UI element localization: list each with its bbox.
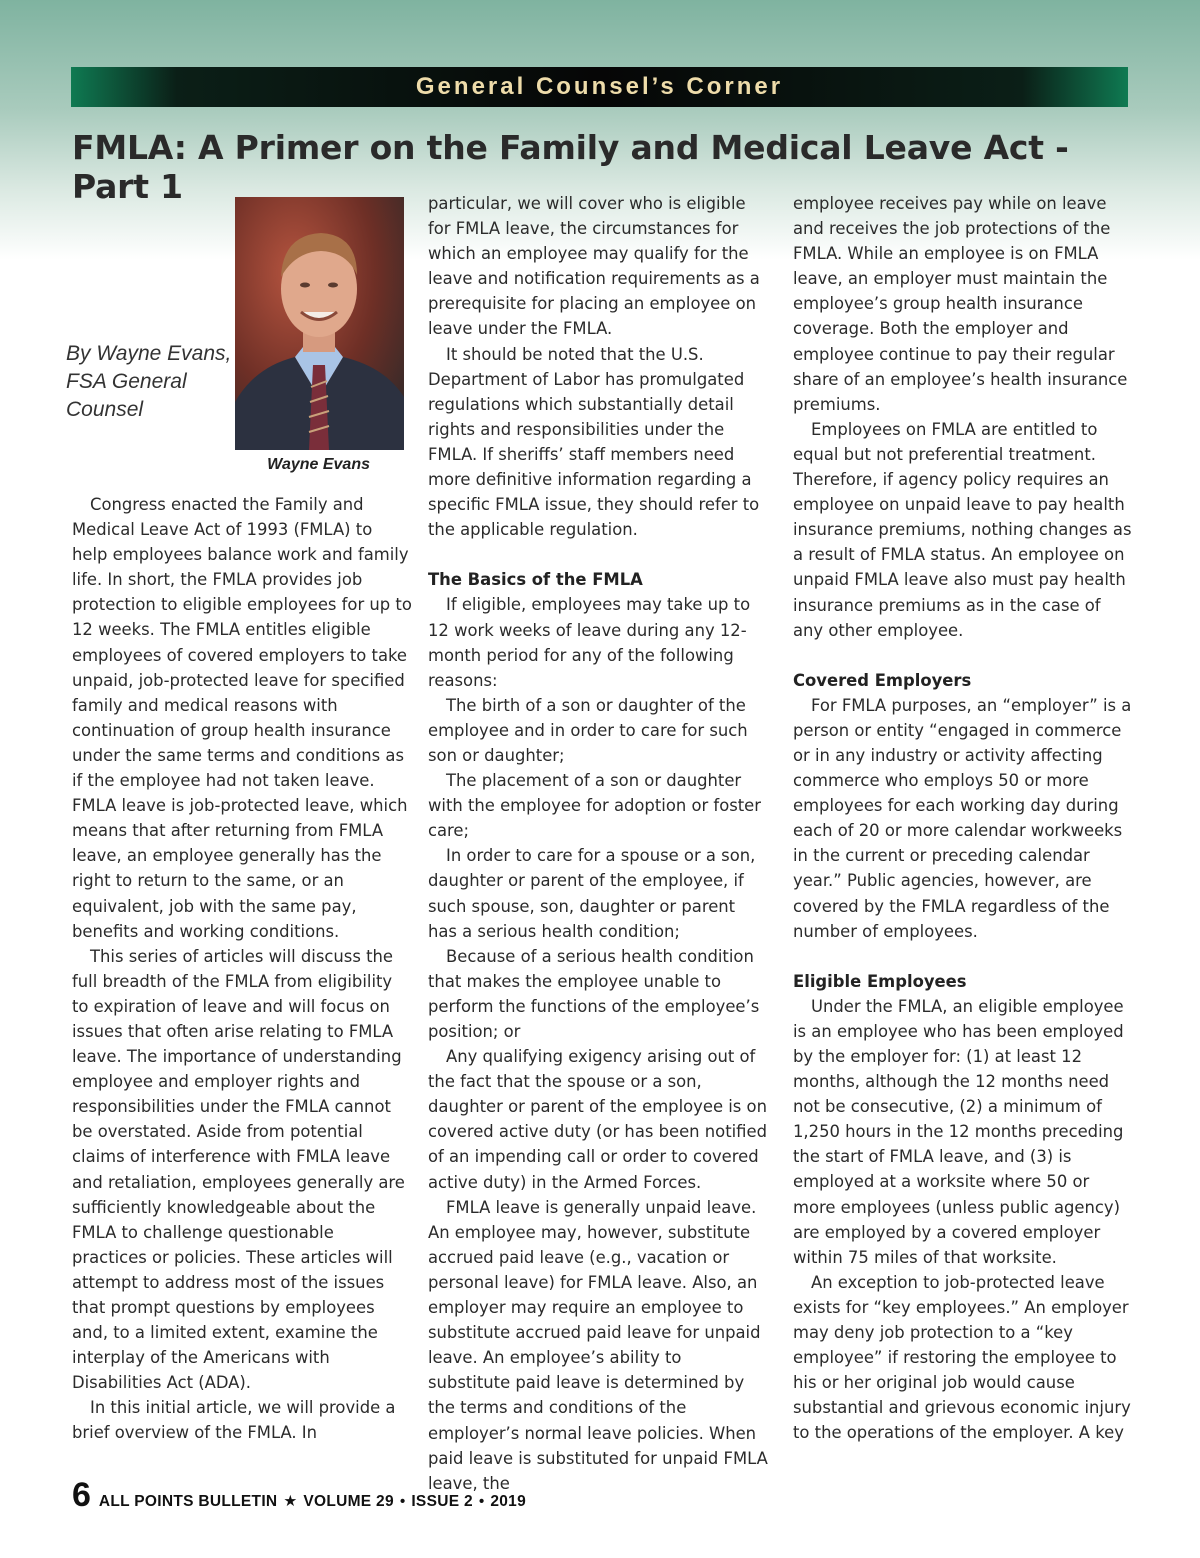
paragraph: This series of articles will discuss the full breadth of the FMLA from eligibility to expiration of leave and will focus on issues that often arise relating to FMLA leave. The importance of understanding employee and employer rights and responsibilities under the FMLA cannot be overstated. Aside from potential claims of interference with FMLA leave and retaliation, employees generally are sufficiently knowledgeable about the FMLA to challenge questionable practices or policies. These articles will attempt to address most of the issues that prompt questions by employees and, to a limited extent, examine the interplay of the Americans with Disabilities Act (ADA). bbox=[72, 946, 405, 1393]
list-paragraph: Because of a serious health condition that makes the employee unable to perform the functions of the employee’s position; or bbox=[428, 946, 760, 1041]
issue-label: ISSUE 2 bbox=[411, 1493, 473, 1510]
author-photo bbox=[235, 197, 404, 450]
paragraph: In this initial article, we will provide a brief overview of the FMLA. In bbox=[72, 1398, 396, 1443]
paragraph: An exception to job-protected leave exists for “key employees.” An employer may deny job protection to a “key employee” if restoring the employee to his or her original job would cause substantial and grievous economic injury to the operations of the employer. A key bbox=[793, 1272, 1131, 1443]
list-paragraph: In order to care for a spouse or a son, daughter or parent of the employee, if such spouse, son, daughter or parent has a serious health condition; bbox=[428, 846, 756, 941]
author-portrait-illustration bbox=[235, 197, 404, 450]
paragraph: Employees on FMLA are entitled to equal but not preferential treatment. Therefore, if agency policy requires an employee on unpaid leave to pay health insurance premiums, nothing changes as a result of FMLA status. An employee on unpaid FMLA leave also must pay health insurance premiums as in the case of any other employee. bbox=[793, 419, 1132, 640]
publication-name: ALL POINTS BULLETIN bbox=[98, 1493, 278, 1510]
star-icon: ★ bbox=[283, 1493, 298, 1510]
page-footer bbox=[72, 1476, 526, 1515]
list-paragraph: The placement of a son or daughter with the employee for adoption or foster care; bbox=[428, 771, 762, 841]
paragraph: It should be noted that the U.S. Department of Labor has promulgated regulations which substantially detail rights and responsibilities under the FMLA. If sheriffs’ staff members need more definitive information regarding a specific FMLA issue, they should refer to the applicable regulation. bbox=[428, 344, 760, 540]
paragraph: particular, we will cover who is eligible for FMLA leave, the circumstances for which an employee may qualify for the leave and notification requirements as a prerequisite for placing an employee on leave under the FMLA. bbox=[428, 194, 760, 339]
paragraph: FMLA leave is generally unpaid leave. An employee may, however, substitute accrued paid leave (e.g., vacation or personal leave) for FMLA leave. Also, an employer may require an employee to substitute accrued paid leave for unpaid leave. An employee’s ability to substitute paid leave is determined by the terms and conditions of the employer’s normal leave policies. When paid leave is substituted for unpaid FMLA leave, the bbox=[428, 1197, 768, 1493]
paragraph: Congress enacted the Family and Medical Leave Act of 1993 (FMLA) to help employees balance work and family life. In short, the FMLA provides job protection to eligible employees for up to 12 weeks. The FMLA entitles eligible employees of covered employers to take unpaid, job-protected leave for specified family and medical reasons with continuation of group health insurance under the same terms and conditions as if the employee had not taken leave. FMLA leave is job-protected leave, which means that after returning from FMLA leave, an employee generally has the right to return to the same, or an equivalent, job with the same pay, benefits and working conditions. bbox=[72, 495, 412, 941]
article-title: FMLA: A Primer on the Family and Medical Leave Act - Part 1 bbox=[72, 128, 1069, 206]
section-banner bbox=[71, 67, 1128, 107]
list-paragraph: Any qualifying exigency arising out of the fact that the spouse or a son, daughter or parent of the employee is on covered active duty (or has been notified of an impending call or order to covered active duty) in the Armed Forces. bbox=[428, 1047, 767, 1192]
section-heading-covered-employers: Covered Employers bbox=[793, 670, 972, 690]
author-byline: By Wayne Evans, FSA General Counsel bbox=[66, 342, 232, 421]
page-number: 6 bbox=[72, 1476, 91, 1514]
article-column-3 bbox=[793, 191, 1133, 1446]
section-heading-basics: The Basics of the FMLA bbox=[428, 570, 643, 590]
section-heading-eligible-employees: Eligible Employees bbox=[793, 971, 967, 991]
list-paragraph: The birth of a son or daughter of the employee and in order to care for such son or daughter; bbox=[428, 695, 748, 765]
volume-label: VOLUME 29 bbox=[303, 1493, 394, 1510]
article-column-2 bbox=[428, 191, 768, 1496]
year-label: 2019 bbox=[490, 1493, 526, 1510]
paragraph: Under the FMLA, an eligible employee is an employee who has been employed by the employer for: (1) at least 12 months, although the 12 months need not be consecutive, (2) a minimum of 1,250 hours in the 12 months preceding the start of FMLA leave, and (3) is employed at a worksite where 50 or more employees (unless public agency) are employed by a covered employer within 75 miles of that worksite. bbox=[793, 996, 1124, 1267]
paragraph: For FMLA purposes, an “employer” is a person or entity “engaged in commerce or in any industry or activity affecting commerce who employs 50 or more employees for each working day during each of 20 or more calendar workweeks in the current or preceding calendar year.” Public agencies, however, are covered by the FMLA regardless of the number of employees. bbox=[793, 695, 1132, 941]
bullet-separator: • bbox=[399, 1493, 406, 1510]
bullet-separator: • bbox=[478, 1493, 485, 1510]
paragraph: If eligible, employees may take up to 12 work weeks of leave during any 12-month period for any of the following reasons: bbox=[428, 595, 751, 690]
article-column-1 bbox=[72, 492, 412, 1446]
photo-caption: Wayne Evans bbox=[267, 456, 370, 473]
section-banner-text: General Counsel’s Corner bbox=[415, 73, 784, 100]
paragraph: employee receives pay while on leave and receives the job protections of the FMLA. While an employee is on FMLA leave, an employer must maintain the employee’s group health insurance coverage. Both the employer and employee continue to pay their regular share of an employee’s health insurance premiums. bbox=[793, 194, 1128, 414]
